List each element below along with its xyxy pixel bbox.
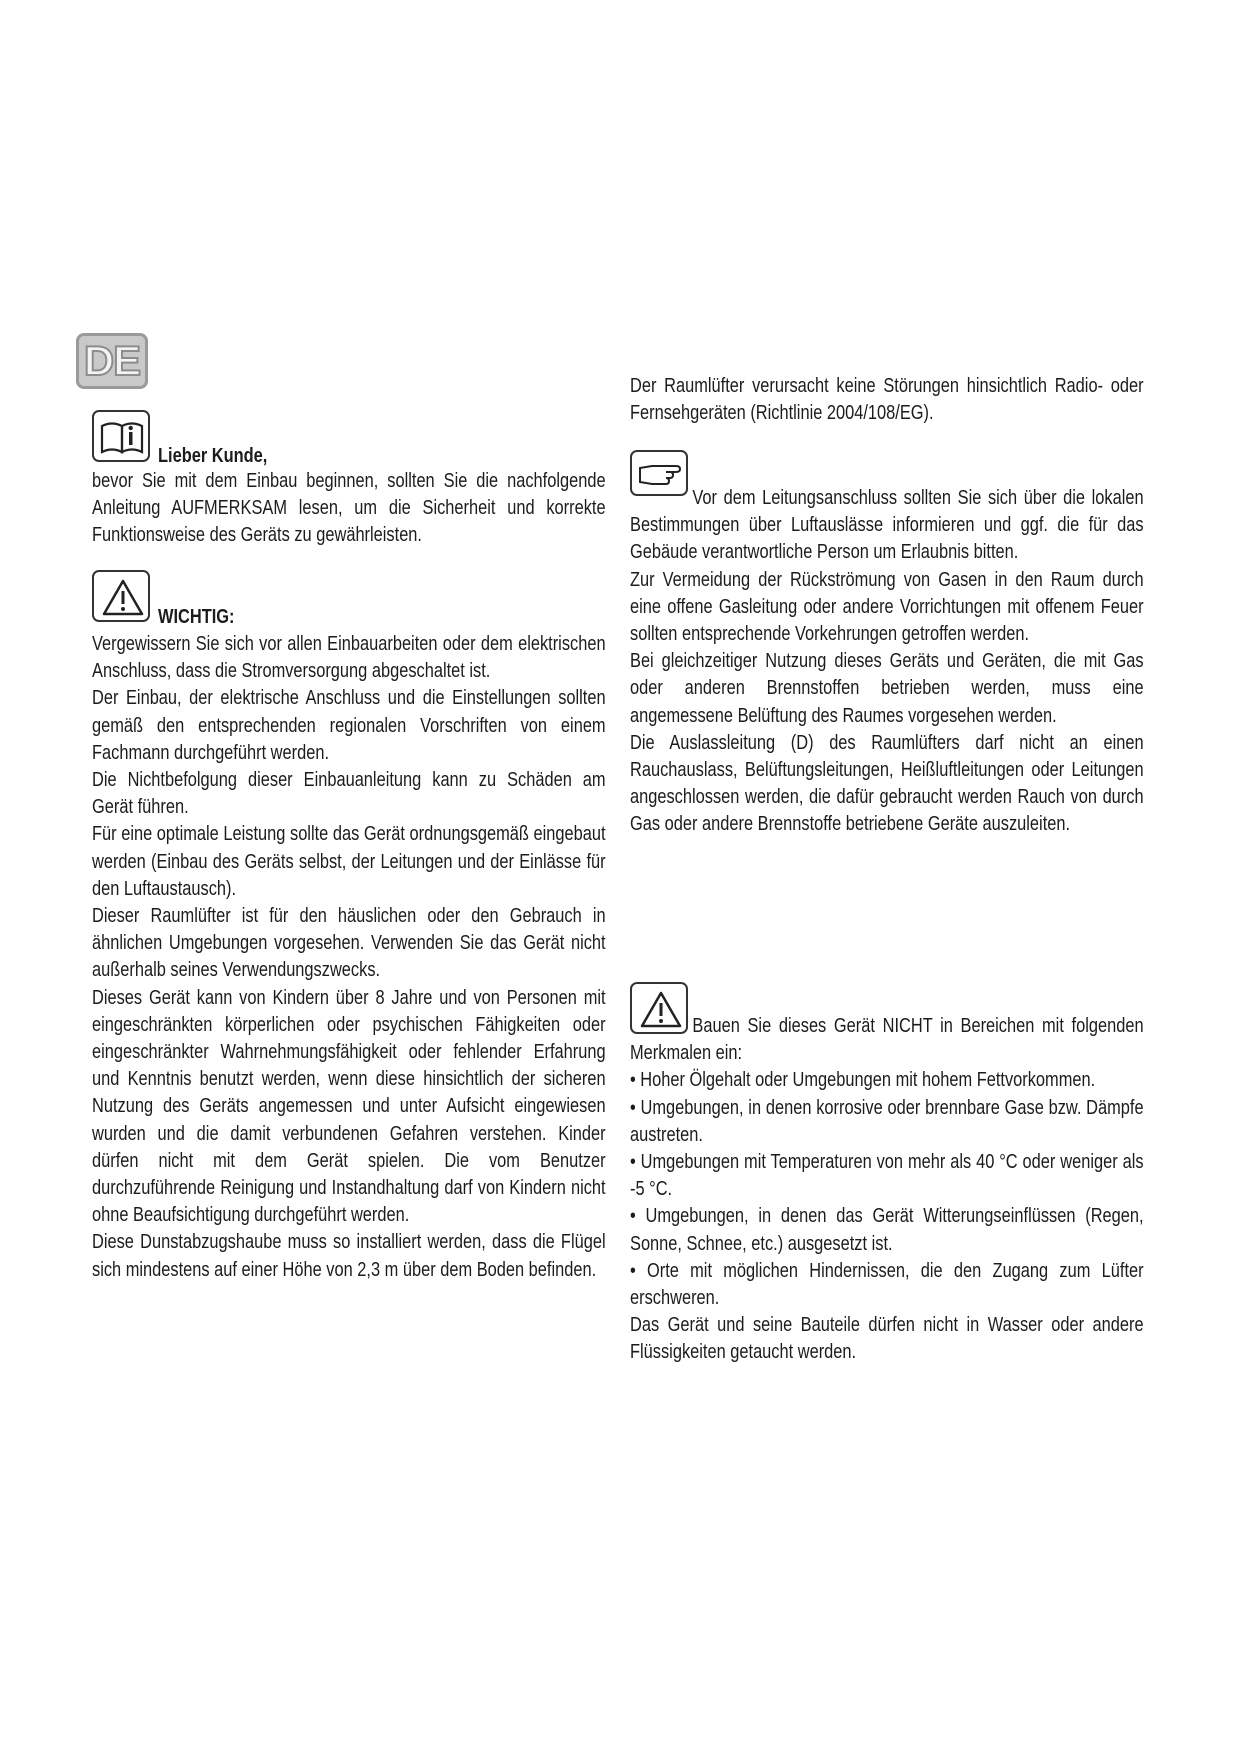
intro-heading: Lieber Kunde, (158, 444, 268, 467)
closing-text: Das Gerät und seine Bauteile dürfen nicht in Wasser oder andere Flüssigkeiten getaucht werden. (630, 1313, 1144, 1364)
language-badge: DE (76, 333, 148, 389)
intro-text: bevor Sie mit dem Einbau beginnen, sollten Sie die nachfolgende Anleitung AUFMERKSAM lesen, um die Sicherheit und korrekte Funktionsweise des Geräts zu gewährleisten. (92, 469, 606, 547)
paragraph-performance: Für eine optimale Leistung sollte das Gerät ordnungsgemäß eingebaut werden (Einbau des Geräts selbst, der Leitungen und der Einlässe für den Luftaustausch). (92, 822, 606, 900)
right-note-paragraphs (630, 484, 1144, 838)
left-paragraphs (92, 630, 606, 1283)
paragraph-height: Diese Dunstabzugshaube muss so installiert werden, dass die Flügel sich mindestens auf einer Höhe von 2,3 m über dem Boden befinden. (92, 1230, 606, 1281)
note-ventilation: Bei gleichzeitiger Nutzung dieses Geräts und Geräten, die mit Gas oder anderen Brennstoffen betrieben werden, muss eine angemessene Belüftung des Raumes vorgesehen werden. (630, 649, 1144, 727)
paragraph-intended-use: Dieser Raumlüfter ist für den häuslichen oder den Gebrauch in ähnlichen Umgebungen vorgesehen. Verwenden Sie das Gerät nicht außerhalb seines Verwendungszwecks. (92, 904, 606, 982)
note-regulations: Vor dem Leitungsanschluss sollten Sie sich über die lokalen Bestimmungen über Luftauslässe informieren und ggf. die für das Gebäude verantwortliche Person um Erlaubnis bitten. (630, 486, 1144, 564)
paragraph-children: Dieses Gerät kann von Kindern über 8 Jahre und von Personen mit eingeschränkten körperlichen oder psychischen Fähigkeiten oder eingeschränkter Wahrnehmungsfähigkeit oder fehlender Erfahrung und Kenntnis benutzt werden, wenn diese hinsichtlich der sicheren Nutzung des Geräts angemessen und unter Aufsicht eingewiesen wurden und die damit verbundenen Gefahren verstehen. Kinder dürfen nicht mit dem Gerät spielen. Die vom Benutzer durchzuführende Reinigung und Instandhaltung darf von Kindern nicht ohne Beaufsichtigung durchgeführt werden. (92, 985, 606, 1227)
interference-text: Der Raumlüfter verursacht keine Störungen hinsichtlich Radio- oder Fernsehgeräten (Richtlinie 2004/108/EG). (630, 374, 1144, 425)
warning-item-grease: • Hoher Ölgehalt oder Umgebungen mit hohem Fettvorkommen. (630, 1068, 1096, 1092)
note-backflow: Zur Vermeidung der Rückströmung von Gasen in den Raum durch eine offene Gasleitung oder andere Vorrichtungen mit offenem Feuer sollten entsprechende Vorkehrungen getroffen werden. (630, 567, 1144, 646)
warning-item-access: • Orte mit möglichen Hindernissen, die den Zugang zum Lüfter erschweren. (630, 1258, 1144, 1310)
right-warning-list (630, 1012, 1144, 1366)
warning-item-weather: • Umgebungen, in denen das Gerät Witterungseinflüssen (Regen, Sonne, Schnee, etc.) ausgesetzt ist. (630, 1204, 1144, 1255)
paragraph-power-off: Vergewissern Sie sich vor allen Einbauarbeiten oder dem elektrischen Anschluss, dass die Stromversorgung abgeschaltet ist. (92, 632, 606, 683)
warning-triangle-icon (92, 570, 150, 622)
manual-info-icon (92, 410, 150, 462)
warning-item-temperature: • Umgebungen mit Temperaturen von mehr als 40 °C oder weniger als -5 °C. (630, 1150, 1144, 1201)
paragraph-installation: Der Einbau, der elektrische Anschluss und die Einstellungen sollten gemäß den entsprechenden regionalen Vorschriften von einem Fachmann durchgeführt werden. (92, 686, 606, 764)
warning-item-gases: • Umgebungen, in denen korrosive oder brennbare Gase bzw. Dämpfe austreten. (630, 1095, 1144, 1146)
warning-heading: WICHTIG: (158, 605, 235, 628)
paragraph-damage: Die Nichtbefolgung dieser Einbauanleitung kann zu Schäden am Gerät führen. (92, 768, 606, 819)
warning-intro: Bauen Sie dieses Gerät NICHT in Bereichen mit folgenden Merkmalen ein: (630, 1014, 1144, 1065)
note-exhaust-duct: Die Auslassleitung (D) des Raumlüfters darf nicht an einen Rauchauslass, Belüftungsleitungen, Heißluftleitungen oder Leitungen angeschlossen werden, die dafür gebraucht werden Rauch von durch Gas oder andere Brennstoffe betriebene Geräte auszuleiten. (630, 730, 1144, 836)
